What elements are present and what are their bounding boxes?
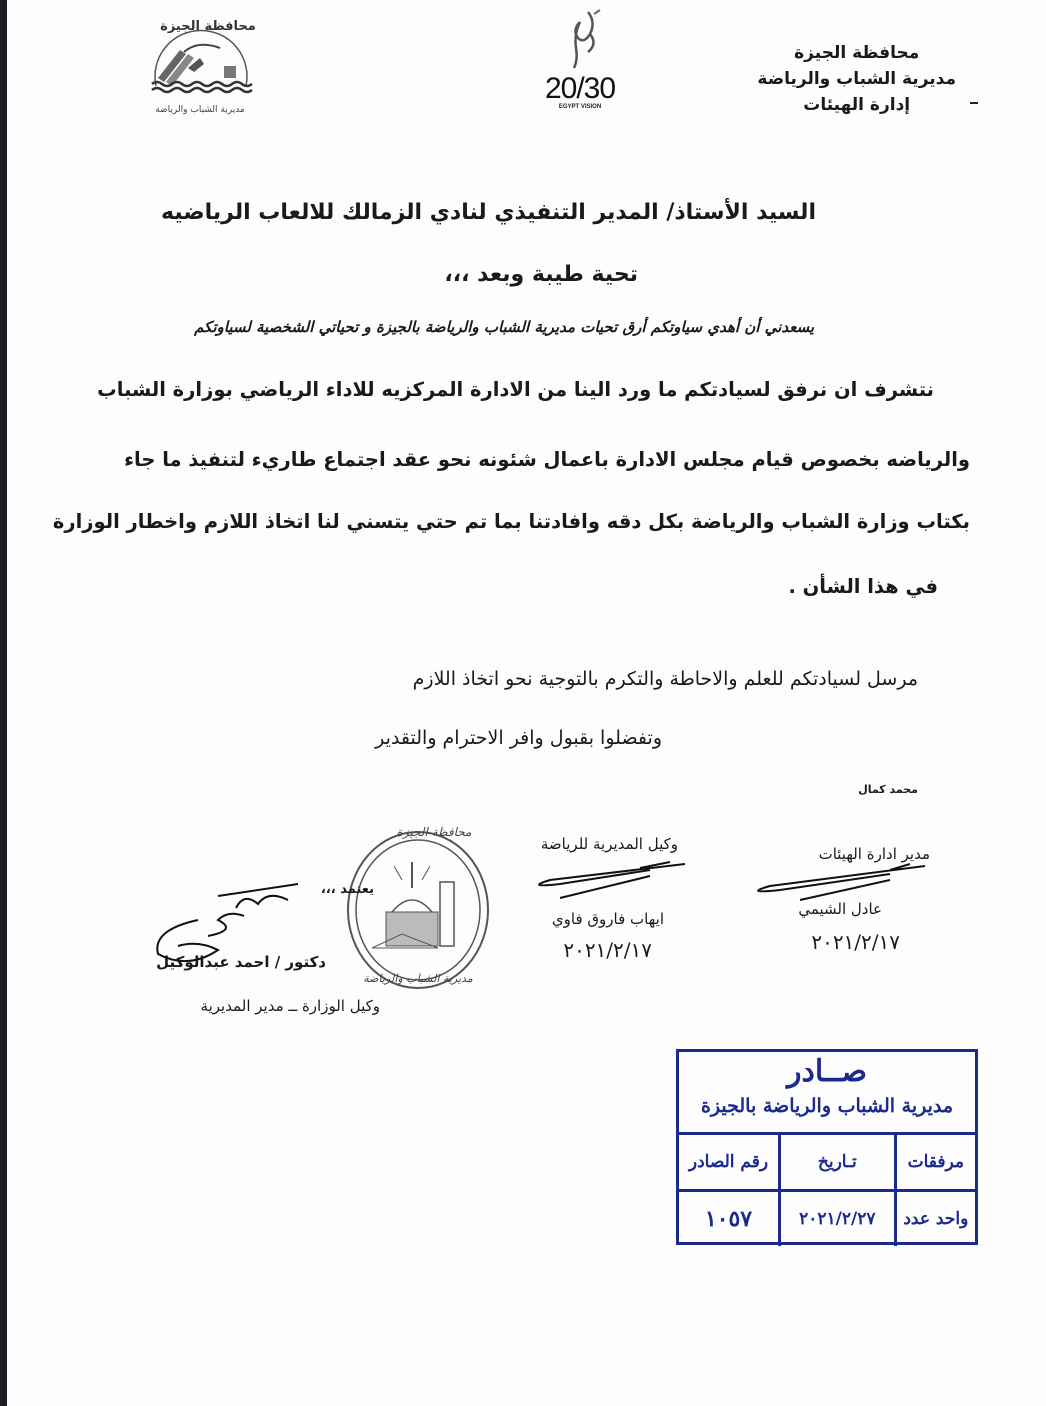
scan-edge — [0, 0, 7, 1406]
egypt-vision-logo — [540, 8, 620, 114]
signatory-title: مدير ادارة الهيئات — [818, 845, 930, 863]
signatory-name: ايهاب فاروق فاوي — [551, 910, 664, 928]
body-line: نتشرف ان نرفق لسيادتكم ما ورد الينا من الادارة المركزيه للاداء الرياضي بوزارة الشباب — [97, 378, 934, 401]
intro-line: يسعدني أن أهدي سياوتكم أرق تحيات مديرية الشباب والرياضة بالجيزة و تحياتي الشخصية لسياوتكم — [194, 318, 814, 336]
signatory-name: عادل الشيمي — [798, 900, 882, 918]
prepared-by: محمد كمال — [858, 783, 918, 796]
signatory-date: ٢٠٢١/٢/١٧ — [563, 938, 652, 962]
seal-top-text: محافظة الجيزة — [396, 825, 472, 839]
letterhead-directorate: مديرية الشباب والرياضة — [757, 69, 956, 89]
letterhead-directorate-wrap — [757, 66, 956, 92]
body-line: في هذا الشأن . — [788, 575, 938, 598]
letterhead — [757, 40, 956, 118]
dash-mark — [970, 102, 978, 104]
stamp-value-attachments: واحد عدد — [894, 1192, 975, 1246]
signatory-role: وكيل الوزارة ــ مدير المديرية — [200, 997, 380, 1015]
stamp-header-date: تـاريخ — [778, 1135, 894, 1189]
giza-logo-subtext: مديرية الشباب والرياضة — [155, 105, 245, 115]
greeting: تحية طيبة وبعد ،،، — [444, 262, 638, 287]
approval-text: يعتمد ،،، — [320, 882, 374, 897]
stamp-value-date: ٢٠٢١/٢/٢٧ — [778, 1192, 894, 1246]
signatory-title: وكيل المديرية للرياضة — [540, 835, 678, 853]
official-seal — [342, 822, 494, 992]
giza-logo-text: محافظة الجيزة — [160, 19, 256, 34]
vision-number: 20/30 — [544, 72, 616, 105]
stamp-header-row — [679, 1135, 975, 1192]
stamp-header-number: رقم الصادر — [688, 1152, 769, 1172]
giza-logo — [128, 8, 273, 118]
stamp-title: صــادر — [786, 1054, 868, 1089]
letterhead-governorate: محافظة الجيزة — [794, 43, 920, 63]
stamp-org: مديرية الشباب والرياضة بالجيزة — [700, 1095, 954, 1117]
body-line: بكتاب وزارة الشباب والرياضة بكل دقه وافادتنا بما تم حتي يتسني لنا اتخاذ اللازم واخطار الوزارة — [52, 510, 970, 533]
body-line: والرياضه بخصوص قيام مجلس الادارة باعمال شئونه نحو عقد اجتماع طاريء لتنفيذ ما جاء — [124, 448, 970, 471]
stamp-header — [679, 1052, 975, 1135]
letterhead-department: إدارة الهيئات — [803, 95, 911, 115]
closing-line: مرسل لسيادتكم للعلم والاحاطة والتكرم بالتوجية نحو اتخاذ اللازم — [412, 668, 918, 690]
stamp-value-number: ١٠٥٧ — [704, 1206, 753, 1232]
signature-scribble-icon — [520, 860, 690, 904]
signatory-name: دكتور / احمد عبدالوكيل — [156, 953, 326, 971]
outgoing-stamp — [676, 1049, 978, 1245]
vision-subtext: EGYPT VISION — [558, 104, 602, 110]
signatory-date: ٢٠٢١/٢/١٧ — [811, 930, 900, 954]
giza-logo-icon — [128, 8, 273, 118]
closing-line: وتفضلوا بقبول وافر الاحترام والتقدير — [375, 727, 662, 749]
seal-bottom-text: مديرية الشباب والرياضة — [363, 972, 473, 985]
vision-figure-icon — [550, 8, 610, 70]
addressee: السيد الأستاذ/ المدير التنفيذي لنادي الزمالك للالعاب الرياضيه — [161, 200, 816, 225]
stamp-header-attachments: مرفقات — [894, 1135, 975, 1189]
stamp-value-row — [679, 1192, 975, 1246]
